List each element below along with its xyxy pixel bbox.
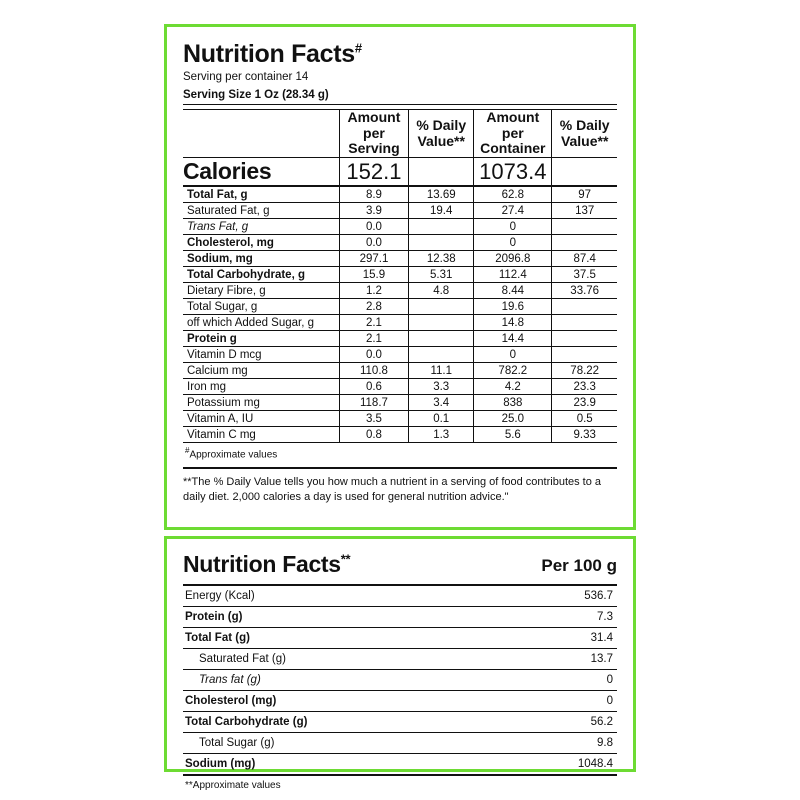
row-amount: 0.6 xyxy=(339,379,408,395)
table-row xyxy=(183,670,617,691)
row-value: 31.4 xyxy=(504,628,617,649)
panel2-approximate-values-note: **Approximate values xyxy=(185,780,281,791)
nutrition-facts-serving-panel xyxy=(164,24,636,530)
table-row xyxy=(183,299,617,315)
row-container: 838 xyxy=(474,395,552,411)
row-container: 112.4 xyxy=(474,267,552,283)
header-line: % Daily xyxy=(559,116,610,133)
table-row xyxy=(183,628,617,649)
header-line: Container xyxy=(480,140,546,157)
row-label: Trans fat (g) xyxy=(183,670,504,691)
row-container-dv: 23.3 xyxy=(552,379,617,395)
row-label: Protein (g) xyxy=(183,607,504,628)
row-value: 0 xyxy=(504,691,617,712)
approximate-values-note xyxy=(183,446,617,460)
row-container: 4.2 xyxy=(474,379,552,395)
row-label: Cholesterol, mg xyxy=(183,235,339,251)
row-amount: 0.0 xyxy=(339,235,408,251)
header-line: Value** xyxy=(417,132,465,149)
row-label: Saturated Fat (g) xyxy=(183,649,504,670)
row-dv xyxy=(409,299,474,315)
panel1-title xyxy=(183,41,617,67)
row-dv: 11.1 xyxy=(409,363,474,379)
row-label: Calcium mg xyxy=(183,363,339,379)
row-container: 8.44 xyxy=(474,283,552,299)
table-row xyxy=(183,427,617,443)
table-row xyxy=(183,251,617,267)
header-line: Serving xyxy=(348,140,400,157)
row-label: Sodium, mg xyxy=(183,251,339,267)
header-line: % Daily xyxy=(416,116,467,133)
row-label: Sodium (mg) xyxy=(183,754,504,776)
row-amount: 297.1 xyxy=(339,251,408,267)
row-container-dv xyxy=(552,219,617,235)
row-label: Total Sugar (g) xyxy=(183,733,504,754)
row-amount: 3.9 xyxy=(339,203,408,219)
row-value: 56.2 xyxy=(504,712,617,733)
row-container: 25.0 xyxy=(474,411,552,427)
row-container: 14.8 xyxy=(474,315,552,331)
calories-dv-container xyxy=(552,158,617,187)
approx-note-text: Approximate values xyxy=(189,449,278,461)
row-amount: 2.1 xyxy=(339,331,408,347)
row-container: 5.6 xyxy=(474,427,552,443)
table-row xyxy=(183,283,617,299)
table-row xyxy=(183,331,617,347)
panel2-title-superscript: ** xyxy=(340,551,351,567)
panel2-header xyxy=(183,551,617,578)
panel1-title-superscript: # xyxy=(354,40,362,56)
header-amount-per-container xyxy=(474,110,552,158)
row-dv xyxy=(409,347,474,363)
serving-nutrition-table xyxy=(183,109,617,443)
row-container-dv xyxy=(552,315,617,331)
row-amount: 3.5 xyxy=(339,411,408,427)
row-container: 2096.8 xyxy=(474,251,552,267)
row-value: 536.7 xyxy=(504,586,617,607)
row-container: 782.2 xyxy=(474,363,552,379)
row-container-dv xyxy=(552,299,617,315)
row-dv: 0.1 xyxy=(409,411,474,427)
row-dv: 5.31 xyxy=(409,267,474,283)
table-row xyxy=(183,691,617,712)
row-amount: 8.9 xyxy=(339,186,408,203)
table-row xyxy=(183,712,617,733)
row-container-dv xyxy=(552,347,617,363)
row-dv xyxy=(409,235,474,251)
panel2-title xyxy=(183,551,350,578)
row-container: 27.4 xyxy=(474,203,552,219)
row-dv: 13.69 xyxy=(409,186,474,203)
header-line: Amount xyxy=(347,109,401,126)
header-line: Amount xyxy=(486,109,540,126)
table-row xyxy=(183,186,617,203)
row-label: Total Carbohydrate (g) xyxy=(183,712,504,733)
header-line: per xyxy=(363,124,385,141)
row-label: Total Carbohydrate, g xyxy=(183,267,339,283)
row-container-dv: 0.5 xyxy=(552,411,617,427)
daily-value-footnote: **The % Daily Value tells you how much a nutrient in a serving of food contributes to a daily diet. 2,000 calories a day is used for general nutrition advice." xyxy=(183,467,617,505)
row-container-dv xyxy=(552,331,617,347)
calories-row xyxy=(183,158,617,187)
row-label: Cholesterol (mg) xyxy=(183,691,504,712)
row-label: Vitamin A, IU xyxy=(183,411,339,427)
table-row xyxy=(183,395,617,411)
header-daily-value-container xyxy=(552,110,617,158)
table-row xyxy=(183,203,617,219)
row-amount: 2.8 xyxy=(339,299,408,315)
table-row xyxy=(183,315,617,331)
panel1-title-text: Nutrition Facts xyxy=(183,40,355,68)
row-label: Saturated Fat, g xyxy=(183,203,339,219)
row-label: Total Fat (g) xyxy=(183,628,504,649)
header-line: Value** xyxy=(560,132,609,149)
table-row xyxy=(183,733,617,754)
row-dv xyxy=(409,315,474,331)
row-container-dv xyxy=(552,235,617,251)
row-container-dv: 37.5 xyxy=(552,267,617,283)
table-row xyxy=(183,235,617,251)
row-value: 7.3 xyxy=(504,607,617,628)
row-amount: 15.9 xyxy=(339,267,408,283)
table-header-row xyxy=(183,110,617,158)
row-label: Vitamin C mg xyxy=(183,427,339,443)
serving-size: Serving Size 1 Oz (28.34 g) xyxy=(183,89,329,102)
row-dv: 12.38 xyxy=(409,251,474,267)
calories-dv-serving xyxy=(409,158,474,187)
table-row xyxy=(183,649,617,670)
row-dv: 1.3 xyxy=(409,427,474,443)
row-label: Iron mg xyxy=(183,379,339,395)
header-blank-cell xyxy=(183,110,339,158)
row-amount: 0.0 xyxy=(339,347,408,363)
row-label: Protein g xyxy=(183,331,339,347)
per100g-nutrition-table xyxy=(183,586,617,776)
row-container-dv: 9.33 xyxy=(552,427,617,443)
row-container: 19.6 xyxy=(474,299,552,315)
row-value: 9.8 xyxy=(504,733,617,754)
row-label: Energy (Kcal) xyxy=(183,586,504,607)
row-dv xyxy=(409,331,474,347)
row-dv: 19.4 xyxy=(409,203,474,219)
row-dv: 4.8 xyxy=(409,283,474,299)
row-container-dv: 33.76 xyxy=(552,283,617,299)
panel2-title-text: Nutrition Facts xyxy=(183,551,341,577)
row-container-dv: 87.4 xyxy=(552,251,617,267)
per-100g-label: Per 100 g xyxy=(541,556,617,575)
row-value: 1048.4 xyxy=(504,754,617,776)
table-row xyxy=(183,219,617,235)
row-container-dv: 23.9 xyxy=(552,395,617,411)
row-label: Total Sugar, g xyxy=(183,299,339,315)
table-row xyxy=(183,267,617,283)
table-row xyxy=(183,363,617,379)
row-amount: 1.2 xyxy=(339,283,408,299)
table-row xyxy=(183,411,617,427)
row-value: 0 xyxy=(504,670,617,691)
row-container: 0 xyxy=(474,347,552,363)
row-amount: 118.7 xyxy=(339,395,408,411)
header-divider xyxy=(183,104,617,105)
row-container-dv: 137 xyxy=(552,203,617,219)
table-row xyxy=(183,379,617,395)
calories-per-serving: 152.1 xyxy=(339,158,408,187)
row-amount: 2.1 xyxy=(339,315,408,331)
row-amount: 110.8 xyxy=(339,363,408,379)
row-dv: 3.3 xyxy=(409,379,474,395)
header-daily-value-serving xyxy=(409,110,474,158)
calories-per-container: 1073.4 xyxy=(474,158,552,187)
serving-per-container: Serving per container 14 xyxy=(183,71,309,84)
row-container: 0 xyxy=(474,219,552,235)
header-amount-per-serving xyxy=(339,110,408,158)
table-row xyxy=(183,607,617,628)
table-row xyxy=(183,347,617,363)
row-label: Trans Fat, g xyxy=(183,219,339,235)
calories-label: Calories xyxy=(183,158,339,187)
approx-note-superscript: # xyxy=(185,446,190,456)
row-amount: 0.8 xyxy=(339,427,408,443)
row-dv xyxy=(409,219,474,235)
row-container-dv: 78.22 xyxy=(552,363,617,379)
row-value: 13.7 xyxy=(504,649,617,670)
table-row xyxy=(183,586,617,607)
row-dv: 3.4 xyxy=(409,395,474,411)
row-container: 14.4 xyxy=(474,331,552,347)
table-row xyxy=(183,754,617,776)
nutrition-facts-per100g-panel xyxy=(164,536,636,791)
row-amount: 0.0 xyxy=(339,219,408,235)
row-container: 62.8 xyxy=(474,186,552,203)
row-label: Dietary Fibre, g xyxy=(183,283,339,299)
row-container-dv: 97 xyxy=(552,186,617,203)
row-container: 0 xyxy=(474,235,552,251)
row-label: Total Fat, g xyxy=(183,186,339,203)
row-label: off which Added Sugar, g xyxy=(183,315,339,331)
header-line: per xyxy=(501,124,524,141)
row-label: Vitamin D mcg xyxy=(183,347,339,363)
row-label: Potassium mg xyxy=(183,395,339,411)
